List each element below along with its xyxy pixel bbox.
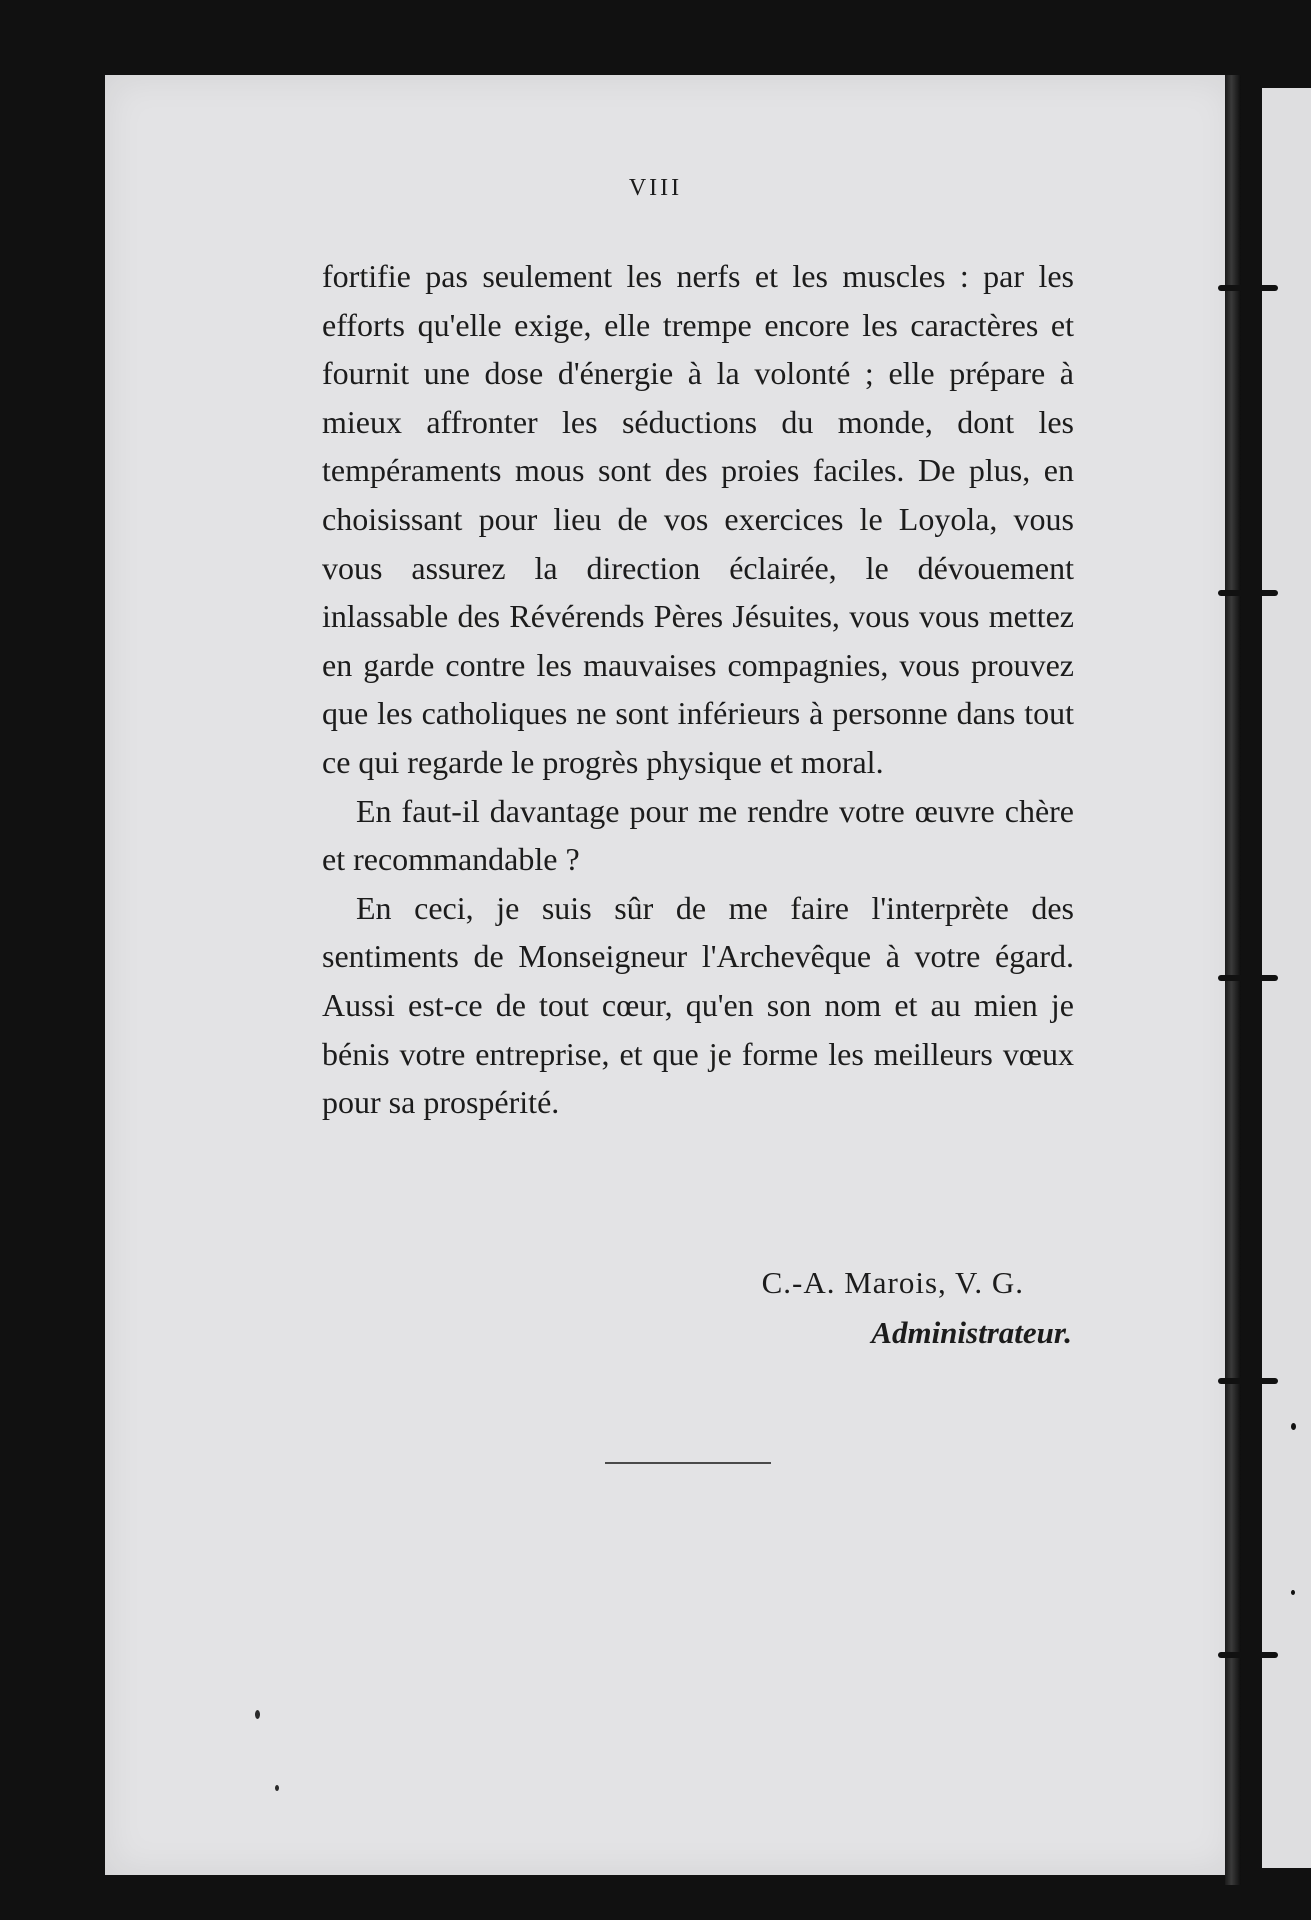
page-number: VIII xyxy=(628,175,683,201)
closing-rule xyxy=(605,1462,771,1464)
scan-speck xyxy=(255,1710,260,1719)
binding-stitch xyxy=(1218,1378,1278,1384)
signature-title: Administrateur. xyxy=(871,1315,1072,1350)
signature-name: C.-A. Marois, V. G. xyxy=(761,1265,1024,1300)
binding-stitch xyxy=(1218,285,1278,291)
body-text xyxy=(322,252,1074,1127)
binding-stitch xyxy=(1218,590,1278,596)
paragraph: En ceci, je suis sûr de me faire l'interprète des sentiments de Monseigneur l'Archevêque à votre égard. Aussi est-ce de tout cœur, qu'en son nom et au mien je bénis votre entreprise, et que je forme les meilleurs vœux pour sa prospérité. xyxy=(322,889,1074,1121)
scan-speck xyxy=(275,1785,279,1791)
scan-speck xyxy=(1291,1423,1296,1430)
paragraph: En faut-il davantage pour me rendre votre œuvre chère et recommandable ? xyxy=(322,792,1074,878)
binding-stitch xyxy=(1218,1652,1278,1658)
paragraph: fortifie pas seulement les nerfs et les muscles : par les efforts qu'elle exige, elle trempe encore les caractères et fournit une dose d'énergie à la volonté ; elle prépare à mieux affronter les séductions du monde, dont les tempéraments mous sont des proies faciles. De plus, en choisissant pour lieu de vos exercices le Loyola, vous vous assurez la direction éclairée, le dévouement inlassable des Révérends Pères Jésuites, vous vous mettez en garde contre les mauvaises compagnies, vous prouvez que les catholiques ne sont inférieurs à personne dans tout ce qui regarde le progrès physique et moral. xyxy=(322,258,1074,780)
binding-stitch xyxy=(1218,975,1278,981)
scan-speck xyxy=(1291,1590,1295,1595)
